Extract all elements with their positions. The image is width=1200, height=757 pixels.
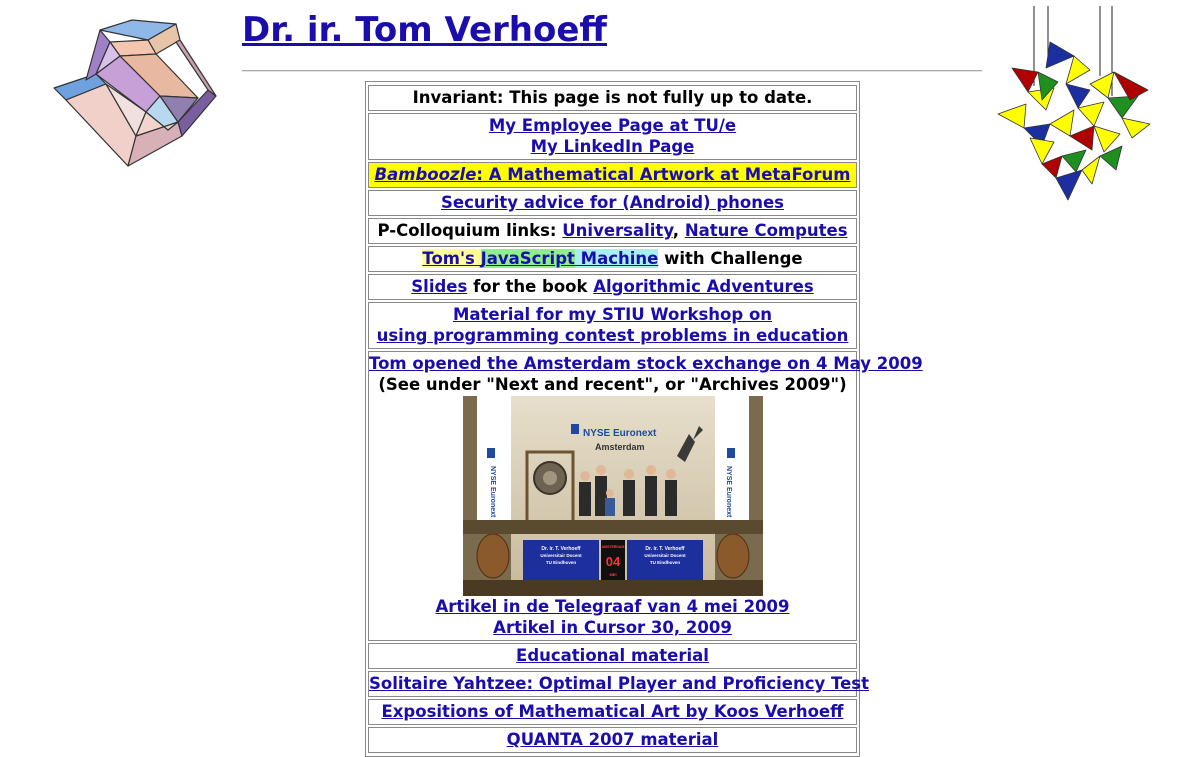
educational-material-link[interactable]: Educational material: [516, 646, 709, 665]
quanta-link[interactable]: QUANTA 2007 material: [506, 730, 719, 749]
bamboozle-italic: Bamboozle: [374, 165, 477, 184]
slides-cell: [368, 274, 857, 300]
js-challenge-text: with Challenge: [658, 249, 803, 268]
stiu-workshop-link[interactable]: [377, 305, 849, 345]
sign-brand-text: NYSE Euronext: [582, 428, 656, 439]
educational-cell: [368, 643, 857, 669]
yahtzee-cell: [368, 671, 869, 697]
date-month: MEI: [608, 572, 617, 577]
stiu-cell: [368, 302, 857, 349]
right-banner-text: NYSE Euronext: [724, 466, 732, 518]
pcolloquium-label: P-Colloquium links:: [377, 221, 563, 240]
stiu-line2: using programming contest problems in education: [376, 326, 849, 345]
javascript-machine-cell: [368, 246, 857, 272]
algorithmic-adventures-link[interactable]: Algorithmic Adventures: [593, 277, 814, 296]
sign-city-text: Amsterdam: [594, 442, 645, 452]
bamboozle-cell: [368, 162, 857, 188]
date-city: AMSTERDAM: [601, 545, 624, 549]
nature-computes-link[interactable]: Nature Computes: [684, 221, 848, 240]
bamboozle-rest: : A Mathematical Artwork at MetaForum: [476, 165, 851, 184]
profile-links-cell: [368, 113, 857, 160]
date-day: 04: [605, 554, 620, 569]
js-toms: Tom's: [422, 249, 481, 268]
page-title: [242, 6, 607, 54]
invariant-notice: [368, 85, 857, 111]
js-machine: Machine: [574, 249, 659, 268]
telegraaf-article-link[interactable]: Artikel in de Telegraaf van 4 mei 2009: [435, 597, 790, 616]
cursor-article-link[interactable]: Artikel in Cursor 30, 2009: [493, 618, 732, 637]
mobile-sculpture-logo: [990, 6, 1160, 206]
expositions-cell: [368, 699, 857, 725]
right-screen-name: Dr. ir. T. Verhoeff: [644, 546, 685, 552]
header-divider: [242, 70, 982, 72]
employee-page-link[interactable]: My Employee Page at TU/e: [488, 116, 737, 135]
amsterdam-cell: [368, 351, 923, 641]
slides-mid-text: for the book: [467, 277, 594, 296]
quanta-cell: [368, 727, 857, 753]
comma-separator: ,: [672, 221, 685, 240]
yahtzee-link[interactable]: Solitaire Yahtzee: Optimal Player and Proficiency Test: [369, 674, 869, 693]
linkedin-page-link[interactable]: My LinkedIn Page: [530, 137, 695, 156]
right-screen-org: TU Eindhoven: [649, 560, 680, 565]
pcolloquium-cell: [368, 218, 857, 244]
right-screen-role: Universitair Docent: [643, 553, 686, 558]
stock-exchange-photo: [463, 396, 763, 596]
impossible-frame-logo: [50, 18, 220, 170]
left-screen-role: Universitair Docent: [539, 553, 582, 558]
expositions-link[interactable]: Expositions of Mathematical Art by Koos Verhoeff: [381, 702, 844, 721]
amsterdam-link[interactable]: Tom opened the Amsterdam stock exchange on 4 May 2009: [369, 354, 923, 373]
left-screen-name: Dr. ir. T. Verhoeff: [540, 546, 581, 552]
amsterdam-note: (See under "Next and recent", or "Archives 2009"): [378, 375, 847, 394]
security-cell: [368, 190, 857, 216]
stiu-line1: Material for my STIU Workshop on: [452, 305, 773, 324]
left-screen-org: TU Eindhoven: [545, 560, 576, 565]
security-advice-link[interactable]: Security advice for (Android) phones: [441, 193, 784, 212]
universality-link[interactable]: Universality: [562, 221, 673, 240]
links-table: [365, 81, 923, 757]
js-javascript: JavaScript: [480, 249, 575, 268]
invariant-text: Invariant: This page is not fully up to date.: [412, 88, 813, 107]
title-link[interactable]: Dr. ir. Tom Verhoeff: [242, 10, 607, 50]
slides-link[interactable]: Slides: [411, 277, 468, 296]
bamboozle-link[interactable]: [375, 165, 851, 184]
javascript-machine-link[interactable]: [422, 249, 658, 268]
left-banner-text: NYSE Euronext: [488, 466, 496, 518]
